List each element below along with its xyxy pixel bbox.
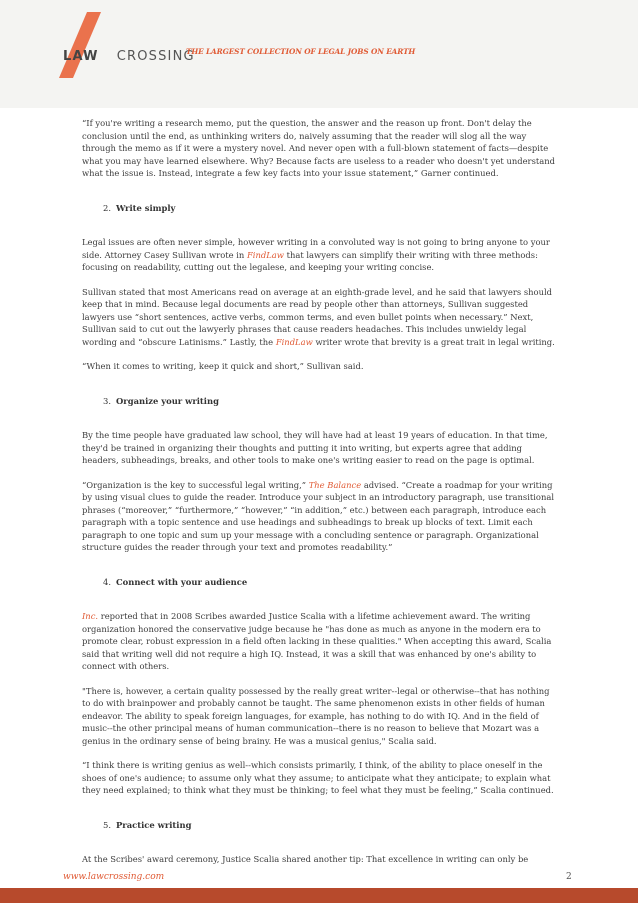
footer-website-link[interactable]: www.lawcrossing.com — [63, 872, 165, 882]
paragraph-scalia-quote: "There is, however, a certain quality possessed by the really great writer--legal or otherwise--that has nothing to do with brainpower and probably cannot be taught. The same phenomenon exists in other fields of human endeavor. The ability to speak foreign languages, for example, has nothing to do with IQ. And in the field of music--the other principal means of human communication--there is no reason to believe that Mozart was a genius in the ordinary sense of being brainy. He was a musical genius," Scalia said. — [82, 685, 550, 746]
heading-label: Practice writing — [116, 819, 192, 830]
paragraph-scribes-award — [82, 610, 560, 673]
paragraph-sullivan-intro — [82, 236, 560, 274]
logo-crossing: CROSSING — [116, 48, 195, 64]
lawcrossing-logo[interactable] — [63, 44, 195, 68]
section-heading-write-simply — [103, 202, 560, 215]
paragraph-scalia-genius: “I think there is writing genius as well--which consists primarily, I think, of the ability to place oneself in the shoes of one's audience; to assume only what they assume; to anticipate what they anticipate; to explain what they need explained; to think what they must be thinking; to feel what they must be feeling,” Scalia continued. — [82, 760, 554, 795]
text-run: writer wrote that brevity is a great trait in legal writing. — [312, 336, 555, 347]
findlaw-link[interactable]: FindLaw — [246, 249, 284, 260]
text-run: that lawyers can simplify their writing with three methods: focusing on readability, cutting out the legalese, and keeping your writing concise. — [82, 249, 538, 272]
heading-label: Organize your writing — [116, 395, 219, 406]
section-heading-audience — [103, 576, 560, 589]
section-heading-practice — [103, 819, 560, 832]
paragraph-sullivan-methods — [82, 286, 560, 349]
text-run: “Organization is the key to successful legal writing,” — [82, 479, 309, 490]
paragraph-sullivan-quote: “When it comes to writing, keep it quick and short,” Sullivan said. — [82, 361, 364, 371]
text-run: advised. “Create a roadmap for your writing by using visual clues to guide the reader. Introduce your subject in an introductory paragraph, use transitional phrases (“moreover,” “furthermore,” “however,” “in addition,” etc.) between each paragraph, introduce each paragraph with a topic sentence and use headings and subheadings to break up blocks of text. Limit each paragraph to one topic and sum up your message with a concluding sentence or paragraph. Organizational structure guides the reader through your text and promotes readability.” — [82, 479, 555, 552]
header-tagline: THE LARGEST COLLECTION OF LEGAL JOBS ON EARTH — [186, 47, 416, 56]
heading-number: 5. — [103, 819, 111, 830]
text-run: Sullivan stated that most Americans read on average at an eighth-grade level, and he said that lawyers should keep that in mind. Because legal documents are read by people other than attorneys, Sullivan suggested lawyers use “short sentences, active verbs, common terms, and even bullet points when necessary.” Next, Sullivan said to cut out the lawyerly phrases that cause readers headaches. This includes unwieldy legal wording and “obscure Latinisms.” Lastly, the — [82, 286, 553, 347]
paragraph-balance-quote — [82, 479, 560, 554]
page-header — [0, 0, 638, 108]
page-number: 2 — [566, 872, 572, 882]
section-heading-organize — [103, 395, 560, 408]
findlaw-link[interactable]: FindLaw — [275, 336, 313, 347]
text-run: reported that in 2008 Scribes awarded Justice Scalia with a lifetime achievement award. The writing organization honored the conservative judge because he "has done as much as anyone in the modern era to promote clear, robust expression in a field often lacking in these qualities." When accepting this award, Scalia said that writing well did not require a high IQ. Instead, it was a skill that was enhanced by one's ability to connect with others. — [82, 611, 552, 671]
paragraph-garner-quote: “If you're writing a research memo, put the question, the answer and the reason up front. Don't delay the conclusion until the end, as unthinking writers do, naively assuming that the reader will slog all the way through the memo as if it were a mystery novel. And never open with a full-blown statement of facts—despite what you may have learned elsewhere. Why? Because facts are useless to a reader who doesn't yet understand what the issue is. Instead, integrate a few key facts into your issue statement,” Garner continued. — [82, 118, 555, 178]
heading-label: Write simply — [116, 202, 176, 213]
heading-number: 3. — [103, 395, 111, 406]
heading-label: Connect with your audience — [116, 576, 248, 587]
inc-link[interactable]: Inc. — [82, 611, 99, 621]
heading-number: 4. — [103, 576, 111, 587]
logo-law: LAW — [63, 48, 99, 64]
footer-color-band — [0, 888, 638, 903]
paragraph-scribes-tip: At the Scribes' award ceremony, Justice Scalia shared another tip: That excellence in writing can only be — [82, 854, 529, 864]
article-body — [82, 117, 560, 878]
paragraph-education: By the time people have graduated law school, they will have had at least 19 years of education. In that time, they'd be trained in organizing their thoughts and putting it into writing, but experts agree that adding headers, subheadings, breaks, and other tools to make one's writing easier to read on the page is optimal. — [82, 430, 548, 465]
text-run: Legal issues are often never simple, however writing in a convoluted way is not going to bring anyone to your side. Attorney Casey Sullivan wrote in — [82, 237, 550, 260]
the-balance-link[interactable]: The Balance — [308, 479, 362, 490]
heading-number: 2. — [103, 202, 111, 213]
